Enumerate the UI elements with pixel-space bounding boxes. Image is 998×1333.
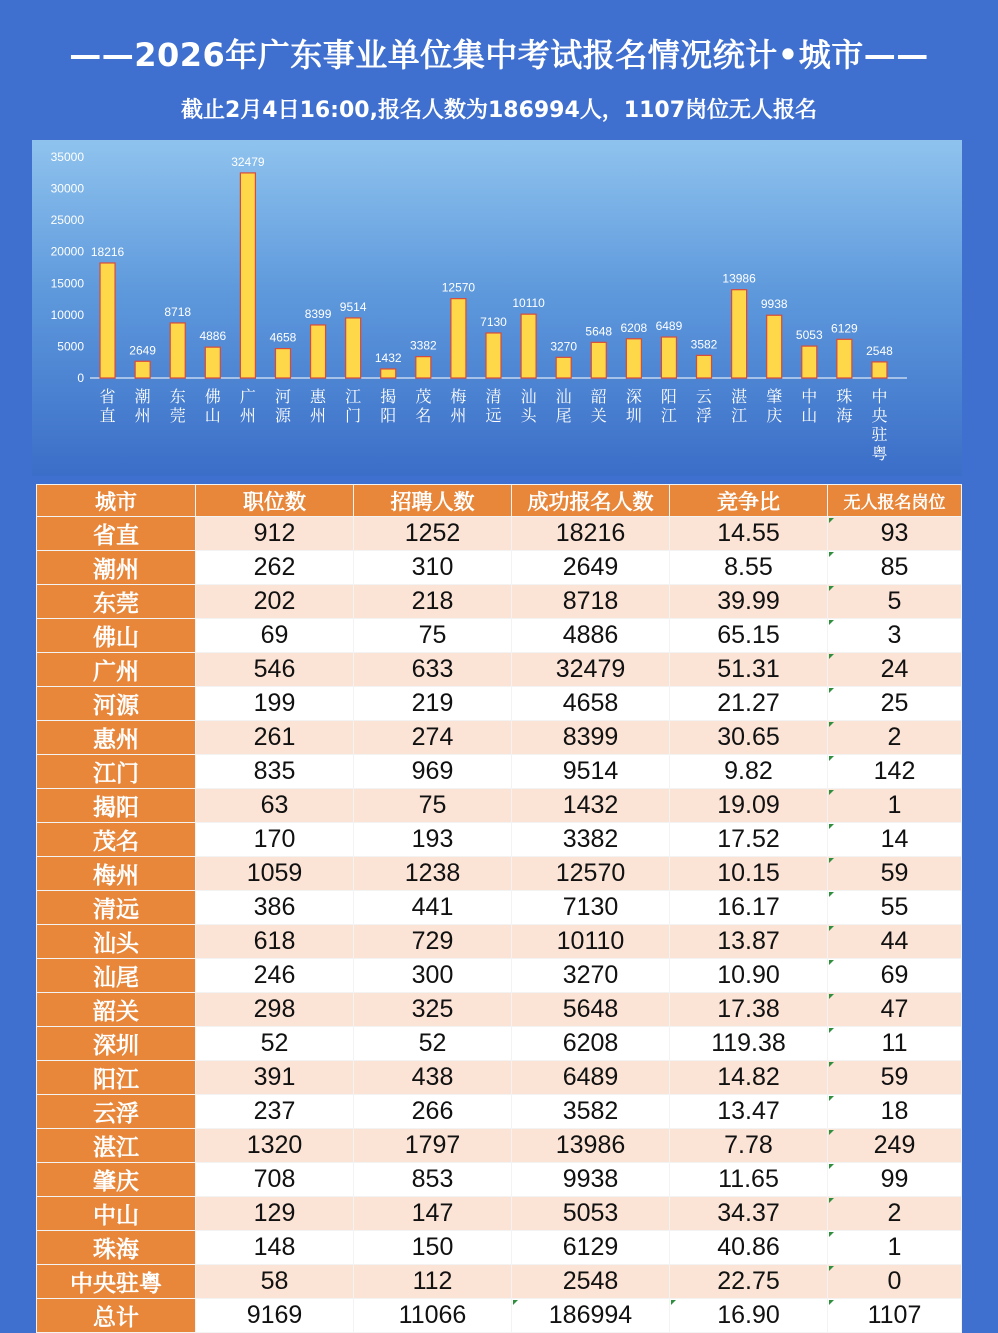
data-label: 1432 [374,350,402,365]
cell-hires: 633 [354,653,512,687]
x-tick-label-char: 揭 [380,387,397,406]
x-tick-label-char: 关 [590,406,607,425]
table-row [37,1163,962,1197]
bar-chart [32,140,962,476]
cell-applicants: 32479 [512,653,670,687]
cell-applicants: 2649 [512,551,670,585]
cell-applicants: 10110 [512,925,670,959]
x-tick-label-char: 深 [625,387,642,406]
cell-city: 清远 [37,891,196,925]
cell-hires: 969 [354,755,512,789]
x-tick-label-char: 阳 [660,387,677,406]
cell-hires: 441 [354,891,512,925]
cell-applicants: 186994 [512,1299,670,1333]
header-ratio: 竞争比 [670,485,828,517]
x-tick-label-char: 珠 [836,387,853,406]
cell-no-applicant-posts: 85 [828,551,962,585]
y-tick-label: 15000 [50,276,84,291]
cell-positions: 298 [196,993,354,1027]
cell-applicants: 8718 [512,585,670,619]
data-label: 9938 [760,297,788,312]
x-tick-label-char: 直 [99,406,116,425]
cell-positions: 618 [196,925,354,959]
table-row [37,551,962,585]
cell-city: 茂名 [37,823,196,857]
cell-positions: 546 [196,653,354,687]
cell-city: 梅州 [37,857,196,891]
y-tick-label: 20000 [50,244,84,259]
table-row [37,891,962,925]
x-tick-label-char: 州 [450,406,467,425]
cell-no-applicant-posts: 2 [828,1197,962,1231]
cell-no-applicant-posts: 59 [828,1061,962,1095]
cell-positions: 69 [196,619,354,653]
data-label: 6489 [655,319,683,334]
cell-applicants: 7130 [512,891,670,925]
cell-ratio: 9.82 [670,755,828,789]
bar [697,355,712,378]
cell-city: 揭阳 [37,789,196,823]
cell-no-applicant-posts: 11 [828,1027,962,1061]
cell-no-applicant-posts: 47 [828,993,962,1027]
table-row [37,721,962,755]
cell-ratio: 13.87 [670,925,828,959]
x-tick-label-char: 梅 [450,387,467,406]
cell-ratio: 13.47 [670,1095,828,1129]
data-label: 10110 [512,296,545,311]
table-row [37,1265,962,1299]
x-tick-label-char: 省 [99,387,116,406]
header-applicants: 成功报名人数 [512,485,670,517]
x-tick-label-char: 东 [169,387,186,406]
bar [416,357,431,378]
x-tick-label-char: 江 [345,387,362,406]
cell-city: 中央驻粤 [37,1265,196,1299]
table-row [37,1027,962,1061]
cell-hires: 147 [354,1197,512,1231]
cell-no-applicant-posts: 3 [828,619,962,653]
bar [872,362,887,378]
data-label: 3270 [550,339,578,354]
cell-applicants: 3582 [512,1095,670,1129]
cell-hires: 266 [354,1095,512,1129]
cell-ratio: 14.55 [670,517,828,551]
cell-no-applicant-posts: 93 [828,517,962,551]
table-row [37,1231,962,1265]
table-row [37,1095,962,1129]
cell-ratio: 10.15 [670,857,828,891]
cell-city: 潮州 [37,551,196,585]
cell-no-applicant-posts: 99 [828,1163,962,1197]
bar [240,173,255,378]
table-row [37,1197,962,1231]
x-tick-label-char: 浮 [696,406,713,425]
x-tick-label-char: 清 [485,387,502,406]
table-row [37,993,962,1027]
cell-positions: 708 [196,1163,354,1197]
data-label: 12570 [441,280,476,295]
data-label: 7130 [480,314,507,329]
cell-hires: 1797 [354,1129,512,1163]
cell-positions: 129 [196,1197,354,1231]
cell-applicants: 9514 [512,755,670,789]
x-tick-label-char: 潮 [134,387,151,406]
header-positions: 职位数 [196,485,354,517]
x-tick-label-char: 海 [836,406,853,425]
cell-ratio: 19.09 [670,789,828,823]
cell-ratio: 8.55 [670,551,828,585]
x-tick-label-char: 远 [485,406,502,425]
cell-hires: 1238 [354,857,512,891]
data-label: 8399 [304,306,332,321]
cell-applicants: 6208 [512,1027,670,1061]
data-label: 4886 [199,329,227,344]
page-subtitle: 截止2月4日16:00,报名人数为186994人，1107岗位无人报名 [180,98,818,123]
cell-hires: 150 [354,1231,512,1265]
y-tick-label: 25000 [50,213,84,228]
x-tick-label-char: 山 [204,406,221,425]
cell-city: 肇庆 [37,1163,196,1197]
cell-no-applicant-posts: 142 [828,755,962,789]
x-tick-label-char: 云 [696,387,713,406]
bar [556,357,571,378]
x-tick-label-char: 粤 [871,444,888,463]
bar [381,369,396,378]
cell-hires: 75 [354,619,512,653]
cell-positions: 237 [196,1095,354,1129]
cell-positions: 202 [196,585,354,619]
y-tick-label: 30000 [50,181,84,196]
table-row [37,687,962,721]
cell-positions: 912 [196,517,354,551]
cell-ratio: 21.27 [670,687,828,721]
cell-no-applicant-posts: 0 [828,1265,962,1299]
cell-no-applicant-posts: 1 [828,1231,962,1265]
cell-no-applicant-posts: 249 [828,1129,962,1163]
cell-city: 广州 [37,653,196,687]
bar [521,314,536,378]
cell-applicants: 5648 [512,993,670,1027]
x-tick-label-char: 门 [345,406,362,425]
cell-hires: 219 [354,687,512,721]
x-tick-label-char: 头 [520,406,537,425]
cell-city: 云浮 [37,1095,196,1129]
table-row [37,585,962,619]
cell-applicants: 8399 [512,721,670,755]
cell-no-applicant-posts: 14 [828,823,962,857]
x-tick-label-char: 江 [660,406,677,425]
cell-ratio: 16.90 [670,1299,828,1333]
bar [837,339,852,378]
cell-positions: 262 [196,551,354,585]
cell-city: 珠海 [37,1231,196,1265]
x-tick-label-char: 韶 [590,387,607,406]
x-tick-label-char: 佛 [204,387,221,406]
cell-city: 江门 [37,755,196,789]
y-tick-label: 0 [77,371,84,385]
cell-city: 中山 [37,1197,196,1231]
cell-ratio: 34.37 [670,1197,828,1231]
cell-hires: 1252 [354,517,512,551]
data-label: 6208 [620,320,648,335]
cell-ratio: 7.78 [670,1129,828,1163]
cell-ratio: 17.38 [670,993,828,1027]
x-tick-label-char: 中 [871,387,888,406]
data-label: 18216 [90,244,125,259]
data-label: 32479 [231,154,265,169]
cell-hires: 112 [354,1265,512,1299]
header-hires: 招聘人数 [354,485,512,517]
data-label: 5053 [795,328,823,343]
x-tick-label-char: 州 [310,406,327,425]
cell-city: 阳江 [37,1061,196,1095]
stats-table-container [36,484,961,1333]
y-tick-label: 5000 [57,339,84,354]
cell-ratio: 22.75 [670,1265,828,1299]
cell-hires: 853 [354,1163,512,1197]
bar [275,349,290,378]
cell-positions: 9169 [196,1299,354,1333]
table-row [37,755,962,789]
x-tick-label-char: 央 [871,406,888,425]
data-label: 2649 [129,343,156,358]
cell-applicants: 5053 [512,1197,670,1231]
cell-hires: 300 [354,959,512,993]
cell-applicants: 4886 [512,619,670,653]
x-tick-label-char: 阳 [380,406,397,425]
cell-ratio: 65.15 [670,619,828,653]
cell-hires: 325 [354,993,512,1027]
cell-ratio: 51.31 [670,653,828,687]
table-row [37,1129,962,1163]
table-row [37,1299,962,1333]
cell-hires: 11066 [354,1299,512,1333]
cell-hires: 274 [354,721,512,755]
cell-city: 深圳 [37,1027,196,1061]
bar [451,299,466,378]
x-tick-label-char: 汕 [555,387,572,406]
stats-table [36,484,962,1333]
cell-applicants: 4658 [512,687,670,721]
x-tick-label-char: 庆 [766,406,783,425]
cell-city: 东莞 [37,585,196,619]
x-tick-label-char: 州 [239,406,256,425]
table-row [37,959,962,993]
x-tick-label-char: 中 [801,387,818,406]
table-row [37,857,962,891]
cell-hires: 52 [354,1027,512,1061]
cell-positions: 1320 [196,1129,354,1163]
cell-ratio: 40.86 [670,1231,828,1265]
x-tick-label-char: 莞 [169,406,186,425]
cell-hires: 729 [354,925,512,959]
header-no-applicant-posts: 无人报名岗位 [828,485,962,517]
cell-no-applicant-posts: 69 [828,959,962,993]
cell-positions: 246 [196,959,354,993]
cell-no-applicant-posts: 1107 [828,1299,962,1333]
page-title: ——2026年广东事业单位集中考试报名情况统计•城市—— [69,36,929,74]
cell-applicants: 2548 [512,1265,670,1299]
table-row [37,517,962,551]
bar [170,323,185,378]
x-tick-label-char: 尾 [555,406,572,425]
bar [486,333,501,378]
cell-ratio: 14.82 [670,1061,828,1095]
data-label: 13986 [722,271,756,286]
bar [626,339,641,378]
cell-no-applicant-posts: 24 [828,653,962,687]
x-tick-label-char: 源 [274,406,291,425]
cell-positions: 835 [196,755,354,789]
cell-city: 河源 [37,687,196,721]
x-tick-label-char: 名 [415,406,432,425]
cell-applicants: 6129 [512,1231,670,1265]
x-tick-label-char: 肇 [766,387,783,406]
cell-city: 湛江 [37,1129,196,1163]
bar-chart-panel [32,140,962,476]
cell-no-applicant-posts: 1 [828,789,962,823]
cell-applicants: 18216 [512,517,670,551]
bar [767,315,782,378]
cell-applicants: 6489 [512,1061,670,1095]
cell-city: 省直 [37,517,196,551]
cell-no-applicant-posts: 44 [828,925,962,959]
data-label: 3382 [409,338,437,353]
cell-positions: 391 [196,1061,354,1095]
cell-hires: 193 [354,823,512,857]
cell-positions: 261 [196,721,354,755]
table-row [37,823,962,857]
x-tick-label-char: 山 [801,406,818,425]
cell-hires: 310 [354,551,512,585]
bar [205,347,220,378]
data-label: 5648 [585,324,613,339]
x-tick-label-char: 广 [239,387,256,406]
x-tick-label-char: 茂 [415,387,432,406]
x-tick-label-char: 圳 [625,406,642,425]
cell-applicants: 9938 [512,1163,670,1197]
cell-no-applicant-posts: 2 [828,721,962,755]
cell-no-applicant-posts: 55 [828,891,962,925]
cell-city: 韶关 [37,993,196,1027]
table-row [37,653,962,687]
cell-no-applicant-posts: 25 [828,687,962,721]
cell-city: 汕头 [37,925,196,959]
x-tick-label-char: 汕 [520,387,537,406]
bar [346,318,361,378]
cell-ratio: 39.99 [670,585,828,619]
y-tick-label: 35000 [50,150,84,164]
cell-no-applicant-posts: 18 [828,1095,962,1129]
table-row [37,1061,962,1095]
cell-hires: 218 [354,585,512,619]
cell-city: 汕尾 [37,959,196,993]
x-tick-label-char: 江 [731,406,748,425]
bar [661,337,676,378]
table-row [37,925,962,959]
bar [311,325,326,378]
cell-positions: 386 [196,891,354,925]
cell-ratio: 17.52 [670,823,828,857]
cell-ratio: 119.38 [670,1027,828,1061]
cell-positions: 148 [196,1231,354,1265]
cell-city: 惠州 [37,721,196,755]
cell-applicants: 13986 [512,1129,670,1163]
x-tick-label-char: 惠 [310,387,327,406]
cell-applicants: 1432 [512,789,670,823]
data-label: 2548 [866,343,893,358]
bar [591,342,606,378]
cell-positions: 1059 [196,857,354,891]
cell-positions: 199 [196,687,354,721]
data-label: 8718 [164,304,192,319]
bar [100,263,115,378]
cell-hires: 75 [354,789,512,823]
data-label: 4658 [269,330,297,345]
header-city: 城市 [37,485,196,517]
cell-positions: 63 [196,789,354,823]
cell-no-applicant-posts: 5 [828,585,962,619]
cell-applicants: 3270 [512,959,670,993]
cell-hires: 438 [354,1061,512,1095]
cell-positions: 52 [196,1027,354,1061]
cell-city: 总计 [37,1299,196,1333]
x-tick-label-char: 州 [134,406,151,425]
x-tick-label-char: 驻 [871,425,888,444]
cell-city: 佛山 [37,619,196,653]
cell-ratio: 11.65 [670,1163,828,1197]
data-label: 3582 [690,337,718,352]
data-label: 9514 [339,299,367,314]
x-tick-label-char: 河 [274,387,291,406]
data-label: 6129 [831,321,858,336]
cell-applicants: 3382 [512,823,670,857]
table-row [37,789,962,823]
cell-no-applicant-posts: 59 [828,857,962,891]
y-tick-label: 10000 [50,307,84,322]
cell-positions: 170 [196,823,354,857]
table-row [37,619,962,653]
cell-positions: 58 [196,1265,354,1299]
cell-ratio: 10.90 [670,959,828,993]
cell-ratio: 16.17 [670,891,828,925]
bar [732,290,747,378]
cell-applicants: 12570 [512,857,670,891]
x-tick-label-char: 湛 [731,387,748,406]
bar [802,346,817,378]
bar [135,361,150,378]
cell-ratio: 30.65 [670,721,828,755]
table-header-row [37,485,962,517]
